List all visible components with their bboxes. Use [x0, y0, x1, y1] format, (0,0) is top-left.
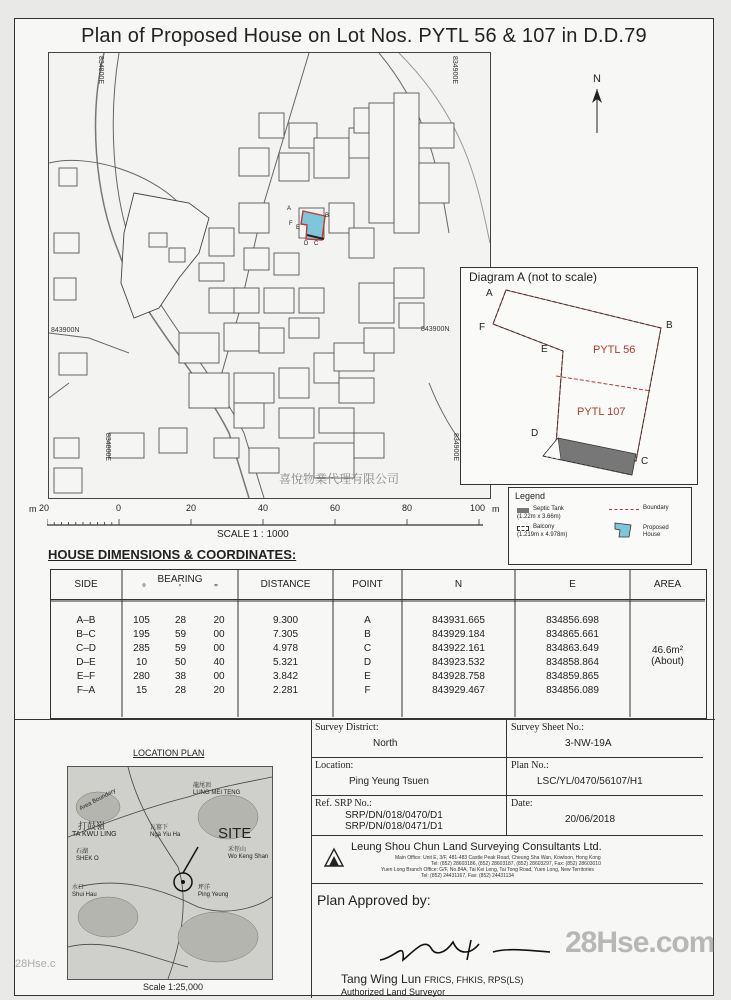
loc-sheko-cn: 石湖	[76, 849, 89, 855]
diagram-title: Diagram A (not to scale)	[469, 270, 598, 284]
loc-nyh-en: Ngà Yiu Ha	[150, 832, 181, 838]
dimensions-table: SIDE BEARING ° ' " DISTANCE POINT N E AREA A–B 105 28 20 9.300 A 843931.665 834856.698 46.6m² (About) B–C 195 59 00 7.305 B 843929.184 834865.661 C–D 285 59 00 4.978 C 843922.161 834863.649 D–E 10 50 40 5.321 D 843923.532 834858.864 E–F 280 38 00 3.842 E 843928.758 834859.865 F–A 15 28 20 2.281 F 843929.467 834856.089	[50, 569, 705, 698]
loc-tkl-en: TA KWU LING	[72, 831, 117, 838]
legend-septic-dim: (1.22m x 3.66m)	[517, 514, 561, 520]
area-note: (About)	[651, 655, 684, 667]
map-point-b: B	[325, 213, 330, 219]
table-row: D–E 10 50 40 5.321 D 843923.532 834858.864	[76, 657, 599, 668]
map-coord-top-mid: 834900E	[451, 56, 458, 85]
septic-swatch-icon	[517, 508, 529, 513]
sheet-value: 3-NW-19A	[565, 738, 612, 749]
location-label: Location:	[315, 760, 354, 771]
location-value: Ping Yeung Tsuen	[349, 776, 429, 787]
col-area: AREA	[630, 569, 705, 600]
loc-tkl-cn: 打鼓嶺	[78, 821, 106, 831]
map-point-a: A	[287, 206, 292, 212]
sheet-label: Survey Sheet No.:	[511, 722, 585, 733]
diagram-point-a: A	[486, 288, 493, 299]
map-point-c: C	[314, 241, 319, 247]
loc-lmt-cn: 龍尾頂	[193, 783, 212, 789]
proposed-swatch-icon	[613, 521, 633, 539]
section-heading: HOUSE DIMENSIONS & COORDINATES:	[48, 547, 297, 562]
location-map	[67, 766, 273, 980]
map-coord-top-left: 834800E	[97, 56, 104, 85]
surveyor-name: Tang Wing Lun	[341, 972, 422, 986]
district-value: North	[373, 738, 398, 749]
area-value: 46.6m²	[651, 644, 684, 656]
legend-title: Legend	[515, 491, 546, 501]
company-address-1: Main Office: Unit E, 3/F, 481-483 Castle Peak Road, Cheung Sha Wan, Kowloon, Hong Kong	[395, 855, 601, 861]
loc-wks-cn: 禾徑山	[228, 847, 247, 853]
site-map	[48, 52, 491, 499]
diagram-point-e: E	[541, 344, 548, 355]
table-row	[50, 600, 705, 614]
location-plan-title: LOCATION PLAN	[133, 748, 205, 758]
loc-lmt-en: LUNG MEI TENG	[193, 790, 241, 796]
col-e: E	[515, 569, 630, 600]
table-row: A–B 105 28 20 9.300 A 843931.665 834856.698 46.6m² (About)	[76, 615, 684, 667]
scale-label: SCALE 1 : 1000	[217, 529, 289, 540]
diagram-lot-56: PYTL 56	[593, 344, 636, 356]
scale-unit-left: m	[29, 504, 37, 514]
srp-value-2: SRP/DN/018/0471/D1	[345, 821, 443, 832]
scale-tick-n20: 20	[39, 503, 50, 513]
table-row: C–D 285 59 00 4.978 C 843922.161 834863.649	[75, 643, 599, 654]
company-address-4: Tel: (852) 24431167, Fax: (852) 24431134	[421, 873, 514, 879]
surveyor-quals: FRICS, FHKIS, RPS(LS)	[424, 975, 524, 985]
loc-area-boundary: Area Boundary	[78, 787, 118, 813]
scale-tick-100: 100	[470, 503, 486, 513]
table-row: E–F 280 38 00 3.842 E 843928.758 834859.865	[76, 671, 599, 682]
diagram-point-f: F	[479, 322, 486, 333]
watermark-small: 28Hse.c	[15, 958, 56, 970]
srp-value-1: SRP/DN/018/0470/D1	[345, 810, 443, 821]
map-coord-bottom-right: 834900E	[452, 433, 459, 462]
legend-proposed: Proposed House	[643, 525, 669, 538]
diagram-lot-107: PYTL 107	[577, 406, 626, 418]
scale-unit-right: m	[492, 504, 500, 514]
signature	[375, 930, 555, 970]
map-point-f: F	[289, 221, 293, 227]
loc-py-en: Ping Yeung	[198, 892, 229, 898]
col-point: POINT	[333, 569, 402, 600]
approved-label: Plan Approved by:	[317, 892, 431, 908]
legend-boundary: Boundary	[643, 505, 669, 511]
surveyor-role: Authorized Land Surveyor	[341, 987, 446, 997]
scale-tick-0: 0	[116, 503, 122, 513]
scale-tick-20: 20	[186, 503, 197, 513]
map-point-e: E	[296, 225, 301, 231]
loc-nyh-cn: 瓦窰下	[150, 825, 169, 831]
scale-bar	[29, 497, 499, 547]
legend-balcony-dim: (1.219m x 4.978m)	[517, 532, 568, 538]
col-bearing: BEARING	[157, 574, 203, 585]
srp-label: Ref. SRP No.:	[315, 798, 372, 809]
company-name: Leung Shou Chun Land Surveying Consultants Ltd.	[351, 841, 602, 853]
loc-sheko-en: SHEK O	[76, 856, 99, 862]
north-label: N	[593, 73, 601, 85]
map-point-d: D	[304, 241, 309, 247]
map-coord-bottom-left: 834800E	[104, 433, 111, 462]
scale-tick-40: 40	[258, 503, 269, 513]
date-value: 20/06/2018	[565, 814, 616, 825]
loc-site-label: SITE	[218, 825, 252, 842]
plan-title: Plan of Proposed House on Lot Nos. PYTL 56 & 107 in D.D.79	[81, 25, 647, 47]
col-distance: DISTANCE	[238, 569, 333, 600]
map-coord-left-mid: 843900N	[51, 327, 80, 334]
district-label: Survey District:	[315, 722, 379, 733]
company-address-2: Tel: (852) 28603186, (852) 28603187, (852) 28603297, Fax: (852) 28603010	[431, 861, 601, 867]
boundary-swatch-icon	[609, 509, 639, 510]
map-drawing	[49, 53, 490, 498]
scale-tick-80: 80	[402, 503, 413, 513]
location-plan	[15, 720, 312, 998]
col-n: N	[402, 569, 515, 600]
loc-wks-en: Wo Keng Shan	[228, 854, 269, 860]
table-row: F–A 15 28 20 2.281 F 843929.467 834856.089	[76, 685, 599, 696]
plan-label: Plan No.:	[511, 760, 549, 771]
col-side: SIDE	[50, 569, 122, 600]
loc-shuihau-en: Shui Hau	[72, 892, 97, 898]
company-logo-icon	[323, 846, 345, 868]
legend-balcony: Balcony	[533, 524, 555, 530]
plan-value: LSC/YL/0470/56107/H1	[537, 776, 643, 787]
loc-shuihau-cn: 水口	[72, 885, 85, 891]
diagram-point-d: D	[531, 428, 539, 439]
map-coord-right-mid: 843900N	[421, 326, 450, 333]
legend-septic: Septic Tank	[533, 506, 564, 512]
scale-tick-60: 60	[330, 503, 341, 513]
diagram-a	[460, 267, 698, 485]
diagram-point-c: C	[641, 456, 649, 467]
watermark: 28Hse.com	[565, 926, 715, 959]
location-scale: Scale 1:25,000	[143, 982, 204, 992]
balcony-swatch-icon	[517, 526, 529, 531]
diagram-point-b: B	[666, 320, 673, 331]
survey-plan-sheet	[14, 18, 714, 996]
company-address-3: Yuen Long Branch Office: G/F, No.84A, Tai Kei Leng, Tai Tong Road, Yuen Long, New Territories	[381, 867, 594, 873]
legend	[508, 487, 692, 565]
date-label: Date:	[511, 798, 533, 809]
diagram-drawing	[461, 268, 697, 484]
map-watermark: 喜悅物業代理有限公司	[279, 472, 400, 486]
loc-py-cn: 坪洋	[198, 885, 211, 891]
table-row: B–C 195 59 00 7.305 B 843929.184 834865.661	[76, 629, 599, 640]
north-arrow	[587, 87, 607, 135]
